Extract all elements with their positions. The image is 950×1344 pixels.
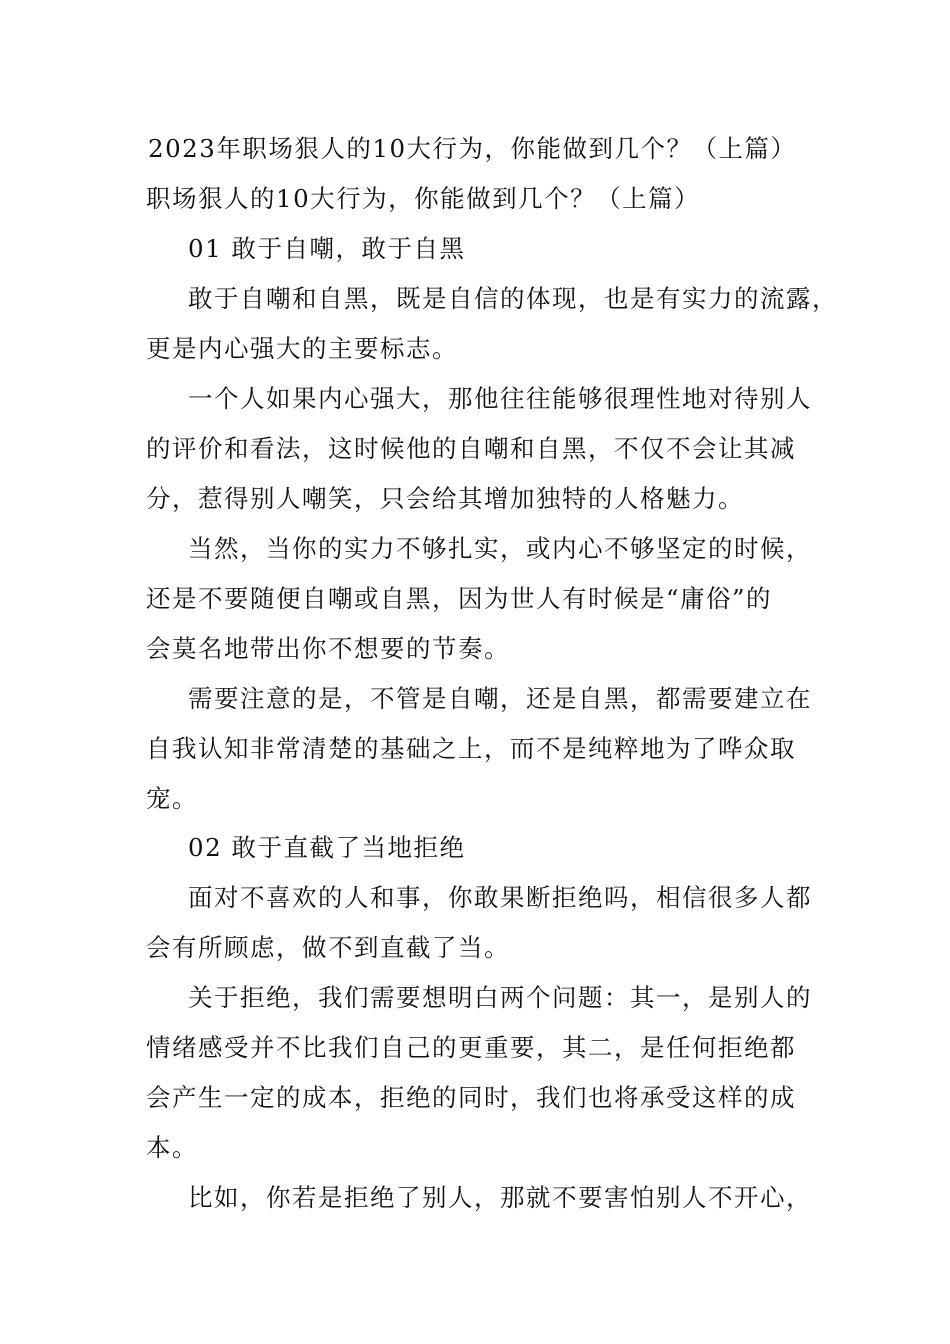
- paragraph-line: 一个人如果内心强大，那他往往能够很理性地对待别人: [188, 384, 812, 413]
- paragraph-line: 会产生一定的成本，拒绝的同时，我们也将承受这样的成: [146, 1083, 796, 1112]
- paragraph-line: 情绪感受并不比我们自己的更重要，其二，是任何拒绝都: [146, 1033, 796, 1062]
- paragraph-line: 会有所顾虑，做不到直截了当。: [146, 933, 510, 962]
- paragraph-line: 敢于自嘲和自黑，既是自信的体现，也是有实力的流露，: [188, 284, 838, 313]
- paragraph-line: 更是内心强大的主要标志。: [146, 334, 458, 363]
- paragraph-line: 会莫名地带出你不想要的节奏。: [146, 634, 510, 663]
- section-heading: 01 敢于自嘲，敢于自黑: [188, 234, 466, 263]
- paragraph-line: 自我认知非常清楚的基础之上，而不是纯粹地为了哗众取: [146, 734, 796, 763]
- paragraph-line: 面对不喜欢的人和事，你敢果断拒绝吗，相信很多人都: [188, 883, 812, 912]
- paragraph-line: 的评价和看法，这时候他的自嘲和自黑，不仅不会让其减: [146, 434, 796, 463]
- paragraph-line: 比如，你若是拒绝了别人，那就不要害怕别人不开心，: [188, 1183, 812, 1212]
- document-subtitle: 职场狠人的10大行为，你能做到几个？（上篇）: [146, 184, 701, 213]
- paragraph-line: 宠。: [146, 784, 198, 813]
- paragraph-line: 本。: [146, 1133, 198, 1162]
- paragraph-line: 分，惹得别人嘲笑，只会给其增加独特的人格魅力。: [146, 484, 744, 513]
- section-heading: 02 敢于直截了当地拒绝: [188, 833, 466, 862]
- paragraph-line: 还是不要随便自嘲或自黑，因为世人有时候是“庸俗”的: [146, 584, 773, 613]
- paragraph-line: 当然，当你的实力不够扎实，或内心不够坚定的时候，: [188, 534, 812, 563]
- paragraph-line: 关于拒绝，我们需要想明白两个问题：其一，是别人的: [188, 983, 812, 1012]
- document-title: 2023年职场狠人的10大行为，你能做到几个？（上篇）: [148, 134, 797, 163]
- paragraph-line: 需要注意的是，不管是自嘲，还是自黑，都需要建立在: [188, 684, 812, 713]
